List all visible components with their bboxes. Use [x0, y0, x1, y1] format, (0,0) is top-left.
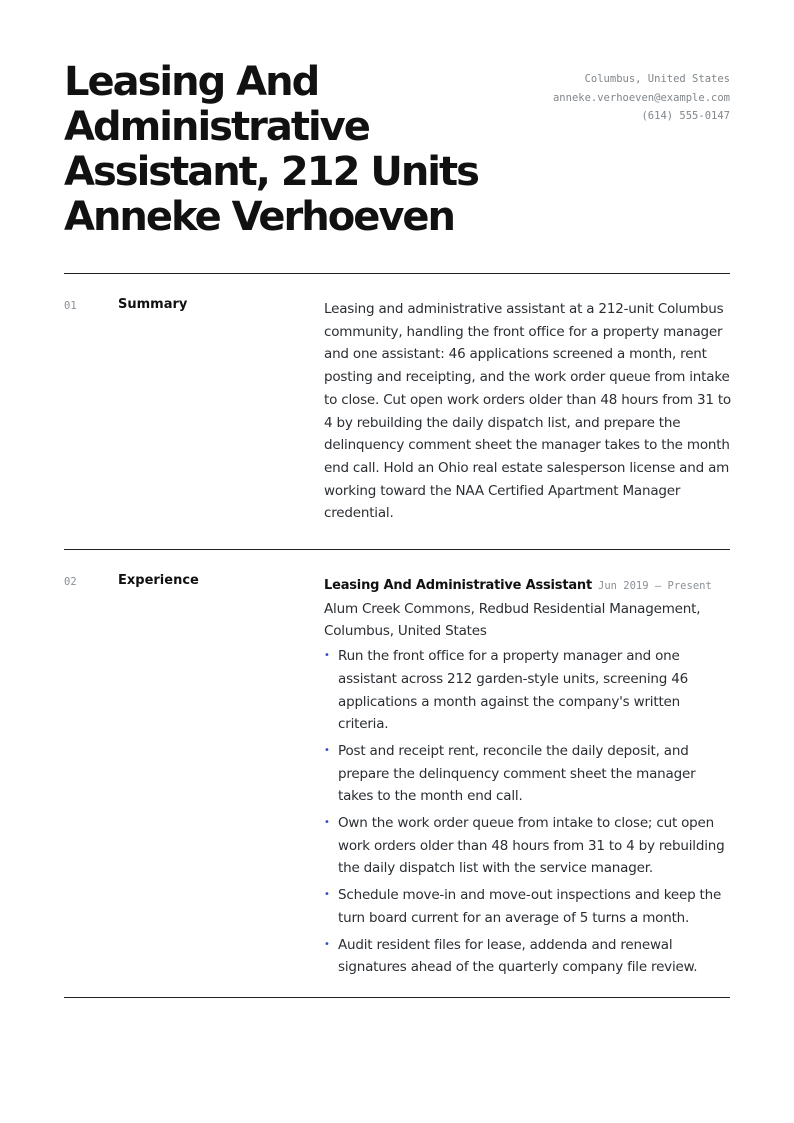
section-divider — [64, 997, 730, 998]
bullet-text: Post and receipt rent, reconcile the daily deposit, and prepare the delinquency comment sheet the manager takes to the month end call. — [338, 742, 696, 805]
bullet-text: Schedule move-in and move-out inspections and keep the turn board current for an average of 5 turns a month. — [338, 887, 722, 926]
bullet-dot-icon: • — [324, 938, 330, 950]
title-line: Leasing And — [64, 59, 319, 105]
list-item — [324, 740, 732, 808]
contact-location: Columbus, United States — [584, 73, 730, 85]
resume-header — [64, 60, 730, 273]
bullet-text: Audit resident files for lease, addenda and renewal signatures ahead of the quarterly company file review. — [338, 936, 698, 976]
summary-body — [324, 298, 732, 525]
bullet-dot-icon: • — [324, 650, 330, 662]
job-organization: Alum Creek Commons, Redbud Residential Management, Columbus, United States — [324, 600, 701, 640]
contact-email[interactable]: anneke.verhoeven@example.com — [552, 91, 730, 104]
job-bullets — [324, 645, 732, 979]
bullet-text: Run the front office for a property manager and one assistant across 212 garden-style units, screening 46 applications a month against the company's written criteria. — [338, 648, 688, 733]
list-item — [324, 645, 732, 736]
list-item — [324, 812, 732, 880]
contact-block — [553, 70, 730, 126]
summary-text: Leasing and administrative assistant at a 212-unit Columbus community, handling the front office for a property manager and one assistant: 46 applications screened a month, rent posting and receipting, and the work order queue from intake to close. Cut open work orders older than 48 hours from 31 to 4 by rebuilding the daily dispatch list, and prepare the delinquency comment sheet the manager takes to the month end call. Hold an Ohio real estate salesperson license and am working toward the NAA Certified Apartment Manager credential. — [324, 301, 731, 522]
bullet-dot-icon: • — [324, 744, 330, 756]
experience-body — [324, 574, 732, 979]
bullet-dot-icon: • — [324, 889, 330, 901]
list-item — [324, 884, 732, 929]
contact-phone[interactable]: (614) 555-0147 — [641, 110, 730, 122]
resume-title — [64, 60, 524, 240]
section-number: 02 — [64, 576, 77, 589]
job-header — [324, 574, 732, 598]
title-line: Assistant, 212 Units — [64, 149, 478, 195]
summary-section — [64, 274, 730, 525]
section-label: Experience — [118, 573, 199, 589]
job-title: Leasing And Administrative Assistant — [324, 578, 592, 594]
title-line: Administrative — [64, 104, 369, 150]
bullet-text: Own the work order queue from intake to close; cut open work orders older than 48 hours from 31 to 4 by rebuilding the daily dispatch list with the service manager. — [338, 815, 725, 877]
section-number: 01 — [64, 300, 77, 312]
candidate-name: Anneke Verhoeven — [64, 194, 455, 240]
resume-page — [64, 60, 730, 998]
job-dates: Jun 2019 — Present — [598, 580, 712, 593]
section-label: Summary — [118, 297, 188, 312]
bullet-dot-icon: • — [324, 817, 330, 829]
experience-section — [64, 550, 730, 979]
list-item — [324, 934, 732, 979]
